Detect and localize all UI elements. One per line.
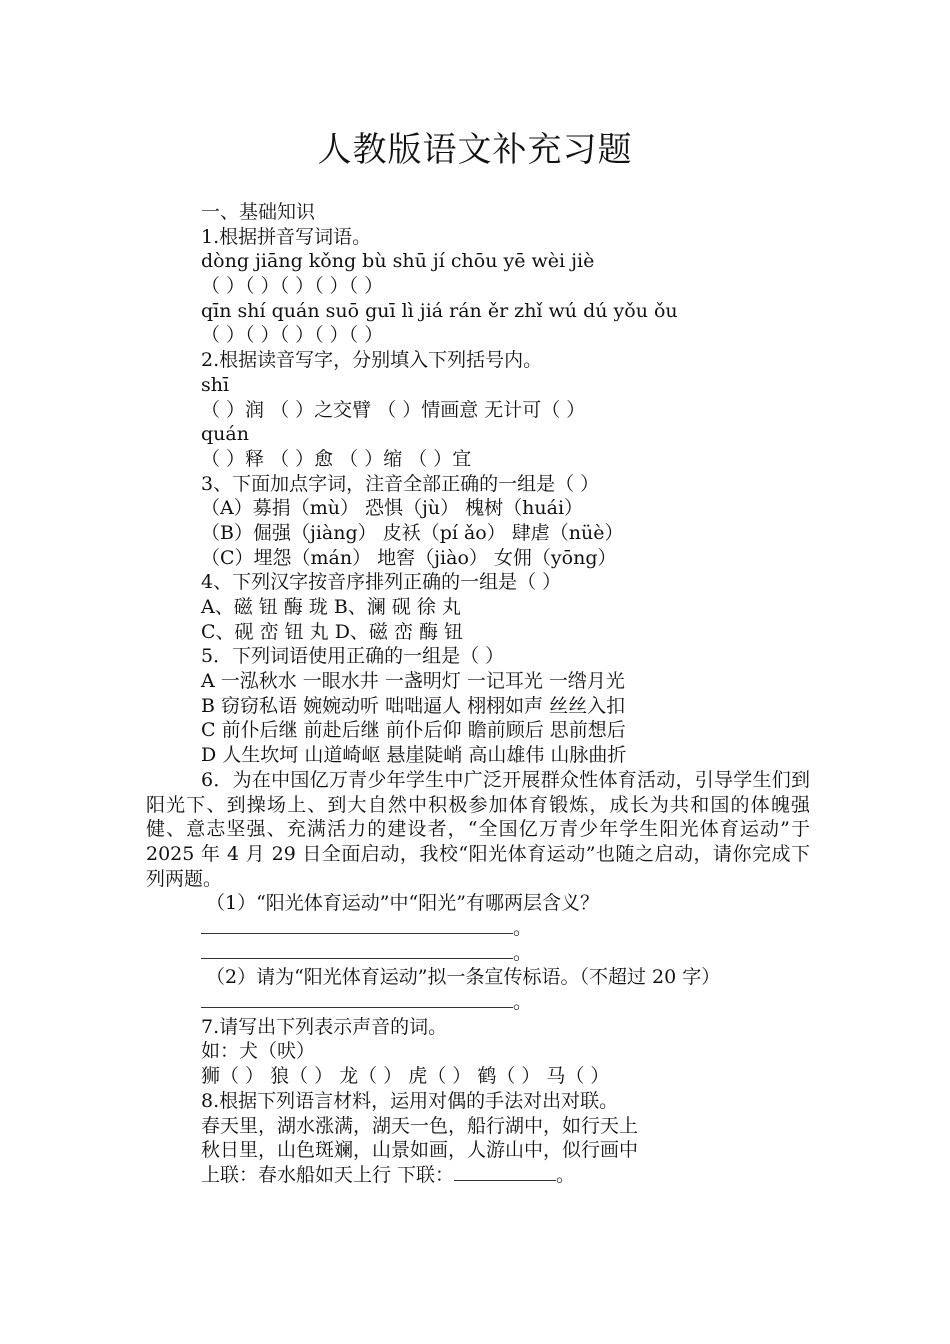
q1-blank-row-1: （ ）（ ）（ ）（ ）（ ） — [201, 275, 384, 298]
q6-sub-question-1: （1）“阳光体育运动”中“阳光”有哪两层含义？ — [206, 892, 599, 915]
q6-answer-line-3[interactable] — [146, 990, 810, 1015]
q7-prompt: 7.请写出下列表示声音的词。 — [201, 1015, 448, 1038]
q6-sub-question-2: （2）请为“阳光体育运动”拟一条宣传标语。（不超过 20 字） — [206, 966, 721, 989]
answer-period: 。 — [513, 941, 533, 964]
q5-option-c: C 前仆后继 前赴后继 前仆后仰 瞻前顾后 思前想后 — [201, 719, 626, 742]
q1-pinyin-row-1: dòng jiāng kǒng bù shū jí chōu yē wèi jiè — [201, 250, 595, 273]
answer-blank[interactable] — [201, 941, 513, 959]
q2-prompt: 2.根据读音写字，分别填入下列括号内。 — [201, 349, 543, 372]
q3-option-b: （B）倔强（jiàng） 皮袄（pí ǎo） 肆虐（nüè） — [201, 521, 624, 544]
answer-period: 。 — [513, 917, 533, 940]
answer-blank[interactable] — [201, 990, 513, 1008]
couplet-period: 。 — [556, 1163, 576, 1186]
q8-prompt: 8.根据下列语言材料，运用对偶的手法对出对联。 — [201, 1089, 619, 1112]
q4-options-cd: C、砚 峦 钮 丸 D、磁 峦 酶 钮 — [201, 620, 464, 643]
q3-option-a: （A）募捐（mù） 恐惧（jù） 槐树（huái） — [201, 497, 584, 520]
q8-material-line-1: 春天里，湖水涨满，湖天一色，船行湖中，如行天上 — [201, 1114, 639, 1137]
couplet-answer-blank[interactable] — [454, 1163, 556, 1181]
q5-option-d: D 人生坎坷 山道崎岖 悬崖陡峭 高山雄伟 山脉曲折 — [201, 744, 627, 767]
q5-option-b: B 窃窃私语 婉婉动听 咄咄逼人 栩栩如声 丝丝入扣 — [201, 694, 626, 717]
q2-quan-label: quán — [201, 423, 249, 446]
q1-pinyin-row-2: qīn shí quán suō guī lì jiá rán ěr zhǐ wú dú yǒu ǒu — [201, 299, 678, 322]
q3-prompt: 3、下面加点字词，注音全部正确的一组是（ ） — [201, 472, 600, 495]
q6-answer-line-1[interactable] — [146, 916, 810, 941]
exercise-body — [146, 200, 810, 1188]
q8-couplet — [146, 1163, 810, 1188]
q2-quan-items: （ ）释 （ ）愈 （ ）缩 （ ）宜 — [201, 447, 472, 470]
q6-paragraph: 6．为在中国亿万青少年学生中广泛开展群众性体育活动，引导学生们到阳光下、到操场上、到大自然中积极参加体育锻炼，成长为共和国的体魄强健、意志坚强、充满活力的建设者，“全国亿万青少年学生阳光体育运动”于 2025 年 4 月 29 日全面启动，我校“阳光体育运动”也随之启动，请你完成下列两题。 — [146, 768, 810, 890]
q1-prompt: 1.根据拼音写词语。 — [201, 225, 372, 248]
q2-shi-items: （ ）润 （ ）之交臂 （ ）情画意 无计可（ ） — [201, 398, 586, 421]
answer-blank[interactable] — [201, 916, 513, 934]
q2-shi-label: shī — [201, 373, 230, 396]
q8-couplet-text: 上联：春水船如天上行 下联： — [201, 1163, 455, 1186]
q6-answer-line-2[interactable] — [146, 941, 810, 966]
q7-items: 狮（ ） 狼（ ） 龙（ ） 虎（ ） 鹤（ ） 马（ ） — [201, 1065, 610, 1088]
q4-options-ab: A、磁 钮 酶 珑 B、澜 砚 徐 丸 — [201, 596, 461, 618]
answer-period: 。 — [513, 991, 533, 1014]
section-heading: 一、基础知识 — [201, 201, 316, 223]
q5-prompt: 5．下列词语使用正确的一组是（ ） — [201, 645, 505, 668]
q3-option-c: （C）埋怨（mán） 地窖（jiào） 女佣（yōng） — [201, 546, 617, 569]
q7-example: 如：犬（吠） — [201, 1040, 316, 1063]
q5-option-a: A 一泓秋水 一眼水井 一盏明灯 一记耳光 一绺月光 — [201, 670, 625, 693]
q8-material-line-2: 秋日里，山色斑斓，山景如画，人游山中，似行画中 — [201, 1139, 639, 1162]
q1-blank-row-2: （ ）（ ）（ ）（ ）（ ） — [201, 324, 384, 347]
q4-prompt: 4、下列汉字按音序排列正确的一组是（ ） — [201, 571, 562, 594]
page-title: 人教版语文补充习题 — [317, 130, 633, 170]
